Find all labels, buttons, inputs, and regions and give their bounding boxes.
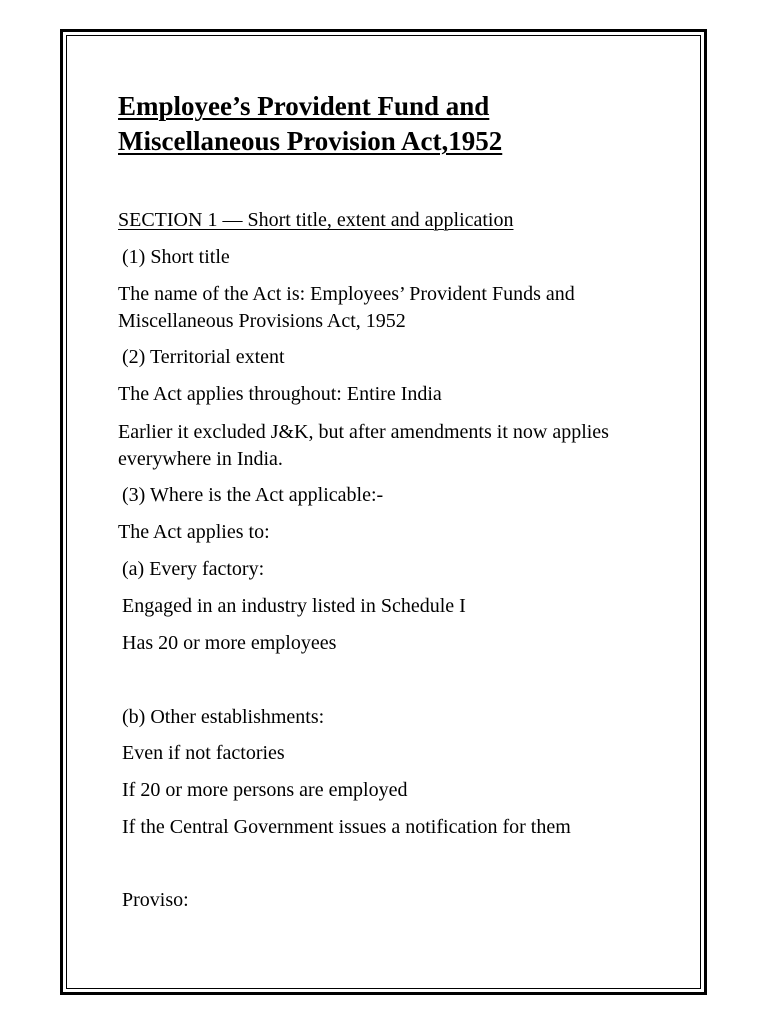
- list-item: Even if not factories: [122, 742, 285, 764]
- list-item: Engaged in an industry listed in Schedule I: [122, 595, 466, 617]
- list-item: If 20 or more persons are employed: [122, 779, 408, 801]
- subsection-heading-short-title: (1) Short title: [122, 246, 230, 268]
- list-item: If the Central Government issues a notification for them: [122, 816, 571, 838]
- paragraph-line: The Act applies throughout: Entire India: [118, 383, 442, 405]
- page-border-inner: [66, 35, 701, 989]
- clause-heading-factory: (a) Every factory:: [122, 558, 265, 580]
- proviso-heading: Proviso:: [122, 889, 189, 911]
- list-item: Has 20 or more employees: [122, 632, 337, 654]
- document-title-line-1: Employee’s Provident Fund and: [118, 91, 490, 121]
- paragraph-line: Earlier it excluded J&K, but after amendments it now applies: [118, 421, 609, 443]
- subsection-heading-applicability: (3) Where is the Act applicable:-: [122, 484, 384, 506]
- paragraph-line: The name of the Act is: Employees’ Provident Funds and: [118, 283, 575, 305]
- paragraph-line: everywhere in India.: [118, 448, 283, 470]
- subsection-heading-territorial-extent: (2) Territorial extent: [122, 346, 285, 368]
- document-title-line-2: Miscellaneous Provision Act,1952: [118, 126, 503, 156]
- paragraph-line: The Act applies to:: [118, 521, 270, 543]
- section-heading: SECTION 1 — Short title, extent and application: [118, 209, 514, 231]
- paragraph-line: Miscellaneous Provisions Act, 1952: [118, 310, 406, 332]
- clause-heading-other-establishments: (b) Other establishments:: [122, 706, 325, 728]
